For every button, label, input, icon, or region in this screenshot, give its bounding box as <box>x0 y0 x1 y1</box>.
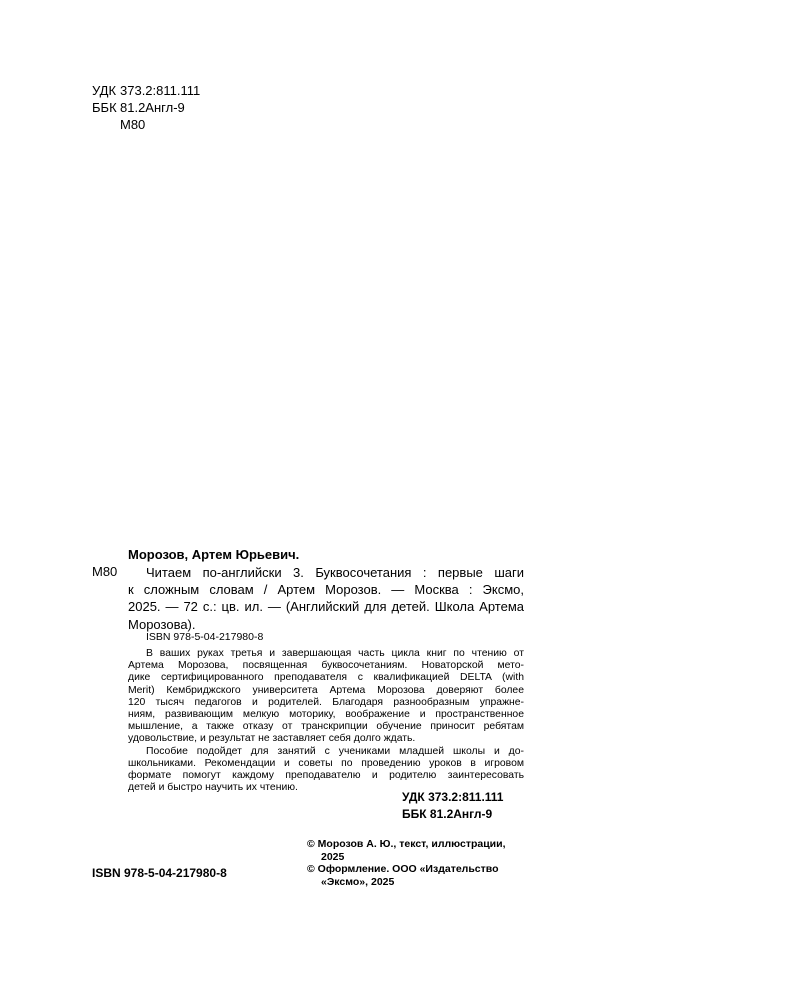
annotation-line: ниям, развивающим мелкую моторику, воображение и пространственное <box>128 709 524 721</box>
isbn-bottom: ISBN 978-5-04-217980-8 <box>92 866 227 880</box>
biblio-line: к сложным словам / Артем Морозов. — Москва : Эксмо, <box>128 582 524 598</box>
annotation-line: Пособие подойдет для занятий с учениками младшей школы и до- <box>146 745 524 757</box>
annotation-line: формате помогут каждому преподавателю и родителю заинтересовать <box>128 770 524 782</box>
record-isbn: ISBN 978-5-04-217980-8 <box>146 631 264 643</box>
author-mark-top: М80 <box>120 117 146 132</box>
copyright-text-year: 2025 <box>321 850 345 863</box>
bbk-label: ББК <box>92 100 117 115</box>
udk-label: УДК <box>92 83 117 98</box>
biblio-line: 2025. — 72 с.: цв. ил. — (Английский для детей. Школа Артема <box>128 599 524 615</box>
copyright-block <box>307 838 532 888</box>
bbk-row <box>92 99 200 116</box>
annotation <box>128 648 524 794</box>
udk-row <box>92 82 200 99</box>
annotation-line: удовольствие, и результат не заставляет себя долго ждать. <box>128 733 416 745</box>
annotation-line: Артема Морозова, посвященная буквосочетаниям. Новаторской мето- <box>128 660 524 672</box>
annotation-line: В ваших руках третья и завершающая часть цикла книг по чтению от <box>146 648 524 659</box>
annotation-line: детей и быстро научить их чтению. <box>128 782 298 794</box>
bbk-right: ББК 81.2Англ-9 <box>402 807 493 821</box>
record-author-mark: М80 <box>92 564 118 579</box>
record-author: Морозов, Артем Юрьевич. <box>128 547 300 562</box>
bbk-value: 81.2Англ-9 <box>120 100 185 115</box>
bibliographic-description <box>128 564 524 633</box>
annotation-line: 120 тысяч педагогов и родителей. Благодаря разнообразным упражне- <box>128 696 524 708</box>
udk-right: УДК 373.2:811.111 <box>402 790 504 804</box>
biblio-line: Читаем по-английски 3. Буквосочетания : первые шаги <box>146 565 524 580</box>
annotation-line: дике сертифицированного преподавателя с квалификацией DELTA (with <box>128 672 524 684</box>
copyright-design-line: © Оформление. ООО «Издательство <box>307 863 499 875</box>
copyright-design-cont: «Эксмо», 2025 <box>321 875 395 888</box>
annotation-line: школьниками. Рекомендации и советы по проведению уроков в игровом <box>128 757 524 769</box>
biblio-line: Морозова). <box>128 616 196 632</box>
top-classification-block <box>92 82 200 133</box>
udk-value: 373.2:811.111 <box>120 83 201 98</box>
classification-right <box>402 789 503 823</box>
copyright-text-line: © Морозов А. Ю., текст, иллюстрации, <box>307 838 506 850</box>
annotation-line: Merit) Кембриджского университета Артема Морозова доверяют более <box>128 684 524 696</box>
annotation-line: мышление, а также отказу от транскрипции обучение приносит ребятам <box>128 721 524 733</box>
